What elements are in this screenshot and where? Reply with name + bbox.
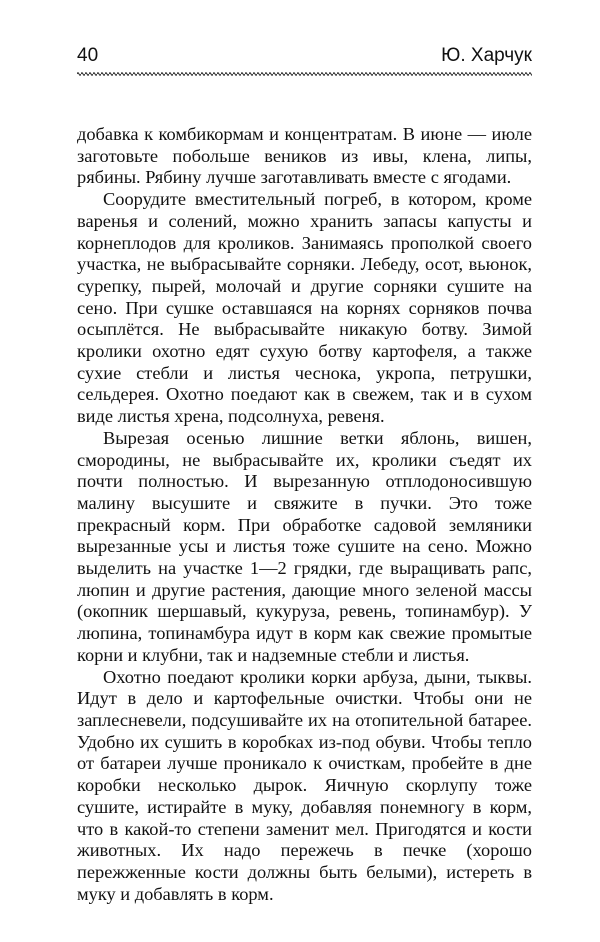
paragraph-2: Соорудите вместительный погреб, в котором, кроме варенья и солений, можно хранить запасы капусты и корнеплодов для кроликов. Занимаясь прополкой своего участка, не выбрасывайте сорняки. Лебеду, осот, вьюнок, сурепку, пырей, молочай и другие сорняки сушите на сено. При сушке оставшаяся на корнях сорняков почва осыплётся. Не выбрасывайте никакую ботву. Зимой кролики охотно едят сухую ботву картофеля, а также сухие стебли и листья чеснока, укропа, петрушки, сельдерея. Охотно поедают как в свежем, так и в сухом виде листья хрена, подсолнуха, ревеня. [77, 189, 532, 427]
page-header [77, 44, 532, 80]
running-title: Ю. Харчук [441, 45, 532, 66]
paragraph-1: добавка к комбикормам и концентратам. В июне — июле заготовьте побольше веников из ивы, клена, липы, рябины. Рябину лучше заготавливать вместе с ягодами. [77, 124, 532, 188]
paragraph-3: Вырезая осенью лишние ветки яблонь, вишен, смородины, не выбрасывайте их, кролики съедят их почти полностью. И вырезанную отплодоносившую малину высушите и свяжите в пучки. Это тоже прекрасный корм. При обработке садовой земляники вырезанные усы и листья тоже сушите на сено. Можно выделить на участке 1—2 грядки, где выращивать рапс, люпин и другие растения, дающие много зеленой массы (окопник шершавый, кукуруза, ревень, топинамбур). У люпина, топинамбура идут в корм как свежие промытые корни и клубни, так и надземные стебли и листья. [77, 427, 532, 665]
paragraph-4: Охотно поедают кролики корки арбуза, дыни, тыквы. Идут в дело и картофельные очистки. Чтобы они не заплесневели, подсушивайте их на отопительной батарее. Удобно их сушить в коробках из-под обуви. Чтобы тепло от батареи лучше проникало к очисткам, пробейте в дне коробки несколько дырок. Яичную скорлупу тоже сушите, истирайте в муку, добавляя понемногу в корм, что в какой-то степени заменит мел. Пригодятся и кости животных. Их надо пережечь в печке (хорошо пережженные кости должны быть белыми), истереть в муку и добавлять в корм. [77, 666, 532, 904]
page-body [77, 124, 532, 905]
page-number: 40 [77, 45, 99, 66]
decorative-header-rule [77, 71, 532, 77]
